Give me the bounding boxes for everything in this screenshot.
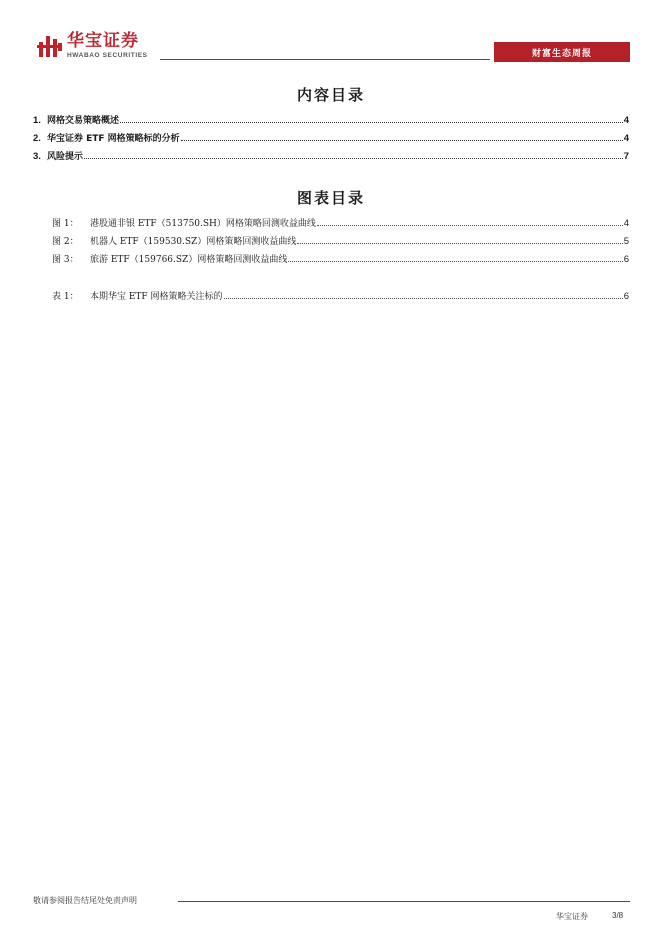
toc-entry[interactable]: [33, 144, 629, 162]
figure-entry[interactable]: [52, 211, 629, 229]
figure-entry[interactable]: [52, 247, 629, 265]
toc-entry[interactable]: [33, 126, 629, 144]
logo-cn-text: 华宝证券: [67, 31, 139, 51]
figure-entry-number: 图 2：: [52, 237, 79, 247]
table-entry-number: 表 1：: [52, 292, 79, 302]
table-entry-page: 6: [623, 291, 629, 302]
figure-leader: [317, 225, 623, 226]
figure-entry-label: 港股通非银 ETF（513750.SH）网格策略回测收益曲线: [90, 219, 316, 229]
page-header: [0, 0, 662, 70]
figure-entry-number: 图 1：: [52, 219, 79, 229]
contents-title: 内容目录: [296, 86, 365, 104]
toc-entry-number: 1.: [33, 115, 41, 126]
toc-entry-page: 4: [623, 115, 629, 126]
footer-divider: [178, 901, 630, 902]
figure-entry-page: 5: [623, 236, 629, 247]
tables-list: [52, 284, 629, 302]
disclaimer-note: 敬请参阅报告结尾处免责声明: [33, 896, 137, 905]
report-type-badge: 财富生态周报: [494, 42, 630, 62]
toc-leader: [120, 122, 623, 123]
toc-entry[interactable]: [33, 108, 629, 126]
logo-en-text: HWABAO SECURITIES: [67, 52, 148, 59]
logo-mark-icon: [37, 33, 63, 59]
figure-entry-label: 机器人 ETF（159530.SZ）网格策略回测收益曲线: [90, 237, 297, 247]
toc-entry-label: 华宝证券 ETF 网格策略标的分析: [46, 134, 180, 144]
table-entry[interactable]: [52, 284, 629, 302]
figure-leader: [297, 243, 622, 244]
toc-entry-label: 网格交易策略概述: [46, 116, 119, 126]
table-leader: [224, 298, 623, 299]
figure-entry-page: 6: [623, 254, 629, 265]
figure-entry-number: 图 3：: [52, 255, 79, 265]
page-number: 3/8: [612, 911, 624, 920]
toc-leader: [84, 158, 623, 159]
toc-entry-label: 风险提示: [46, 152, 83, 162]
figures-list: [52, 211, 629, 265]
figure-entry[interactable]: [52, 229, 629, 247]
figure-entry-page: 4: [623, 218, 629, 229]
toc-entry-page: 4: [623, 133, 629, 144]
footer-brand: 华宝证券: [556, 912, 588, 921]
header-divider: [160, 59, 490, 60]
table-entry-label: 本期华宝 ETF 网格策略关注标的: [90, 292, 223, 302]
figure-entry-label: 旅游 ETF（159766.SZ）网格策略回测收益曲线: [90, 255, 288, 265]
toc-entry-number: 3.: [33, 151, 41, 162]
figures-title: 图表目录: [296, 189, 365, 207]
figure-leader: [288, 261, 622, 262]
toc-leader: [181, 140, 623, 141]
toc-entry-number: 2.: [33, 133, 41, 144]
company-logo: [37, 33, 148, 59]
contents-list: [33, 108, 629, 162]
toc-entry-page: 7: [623, 151, 629, 162]
